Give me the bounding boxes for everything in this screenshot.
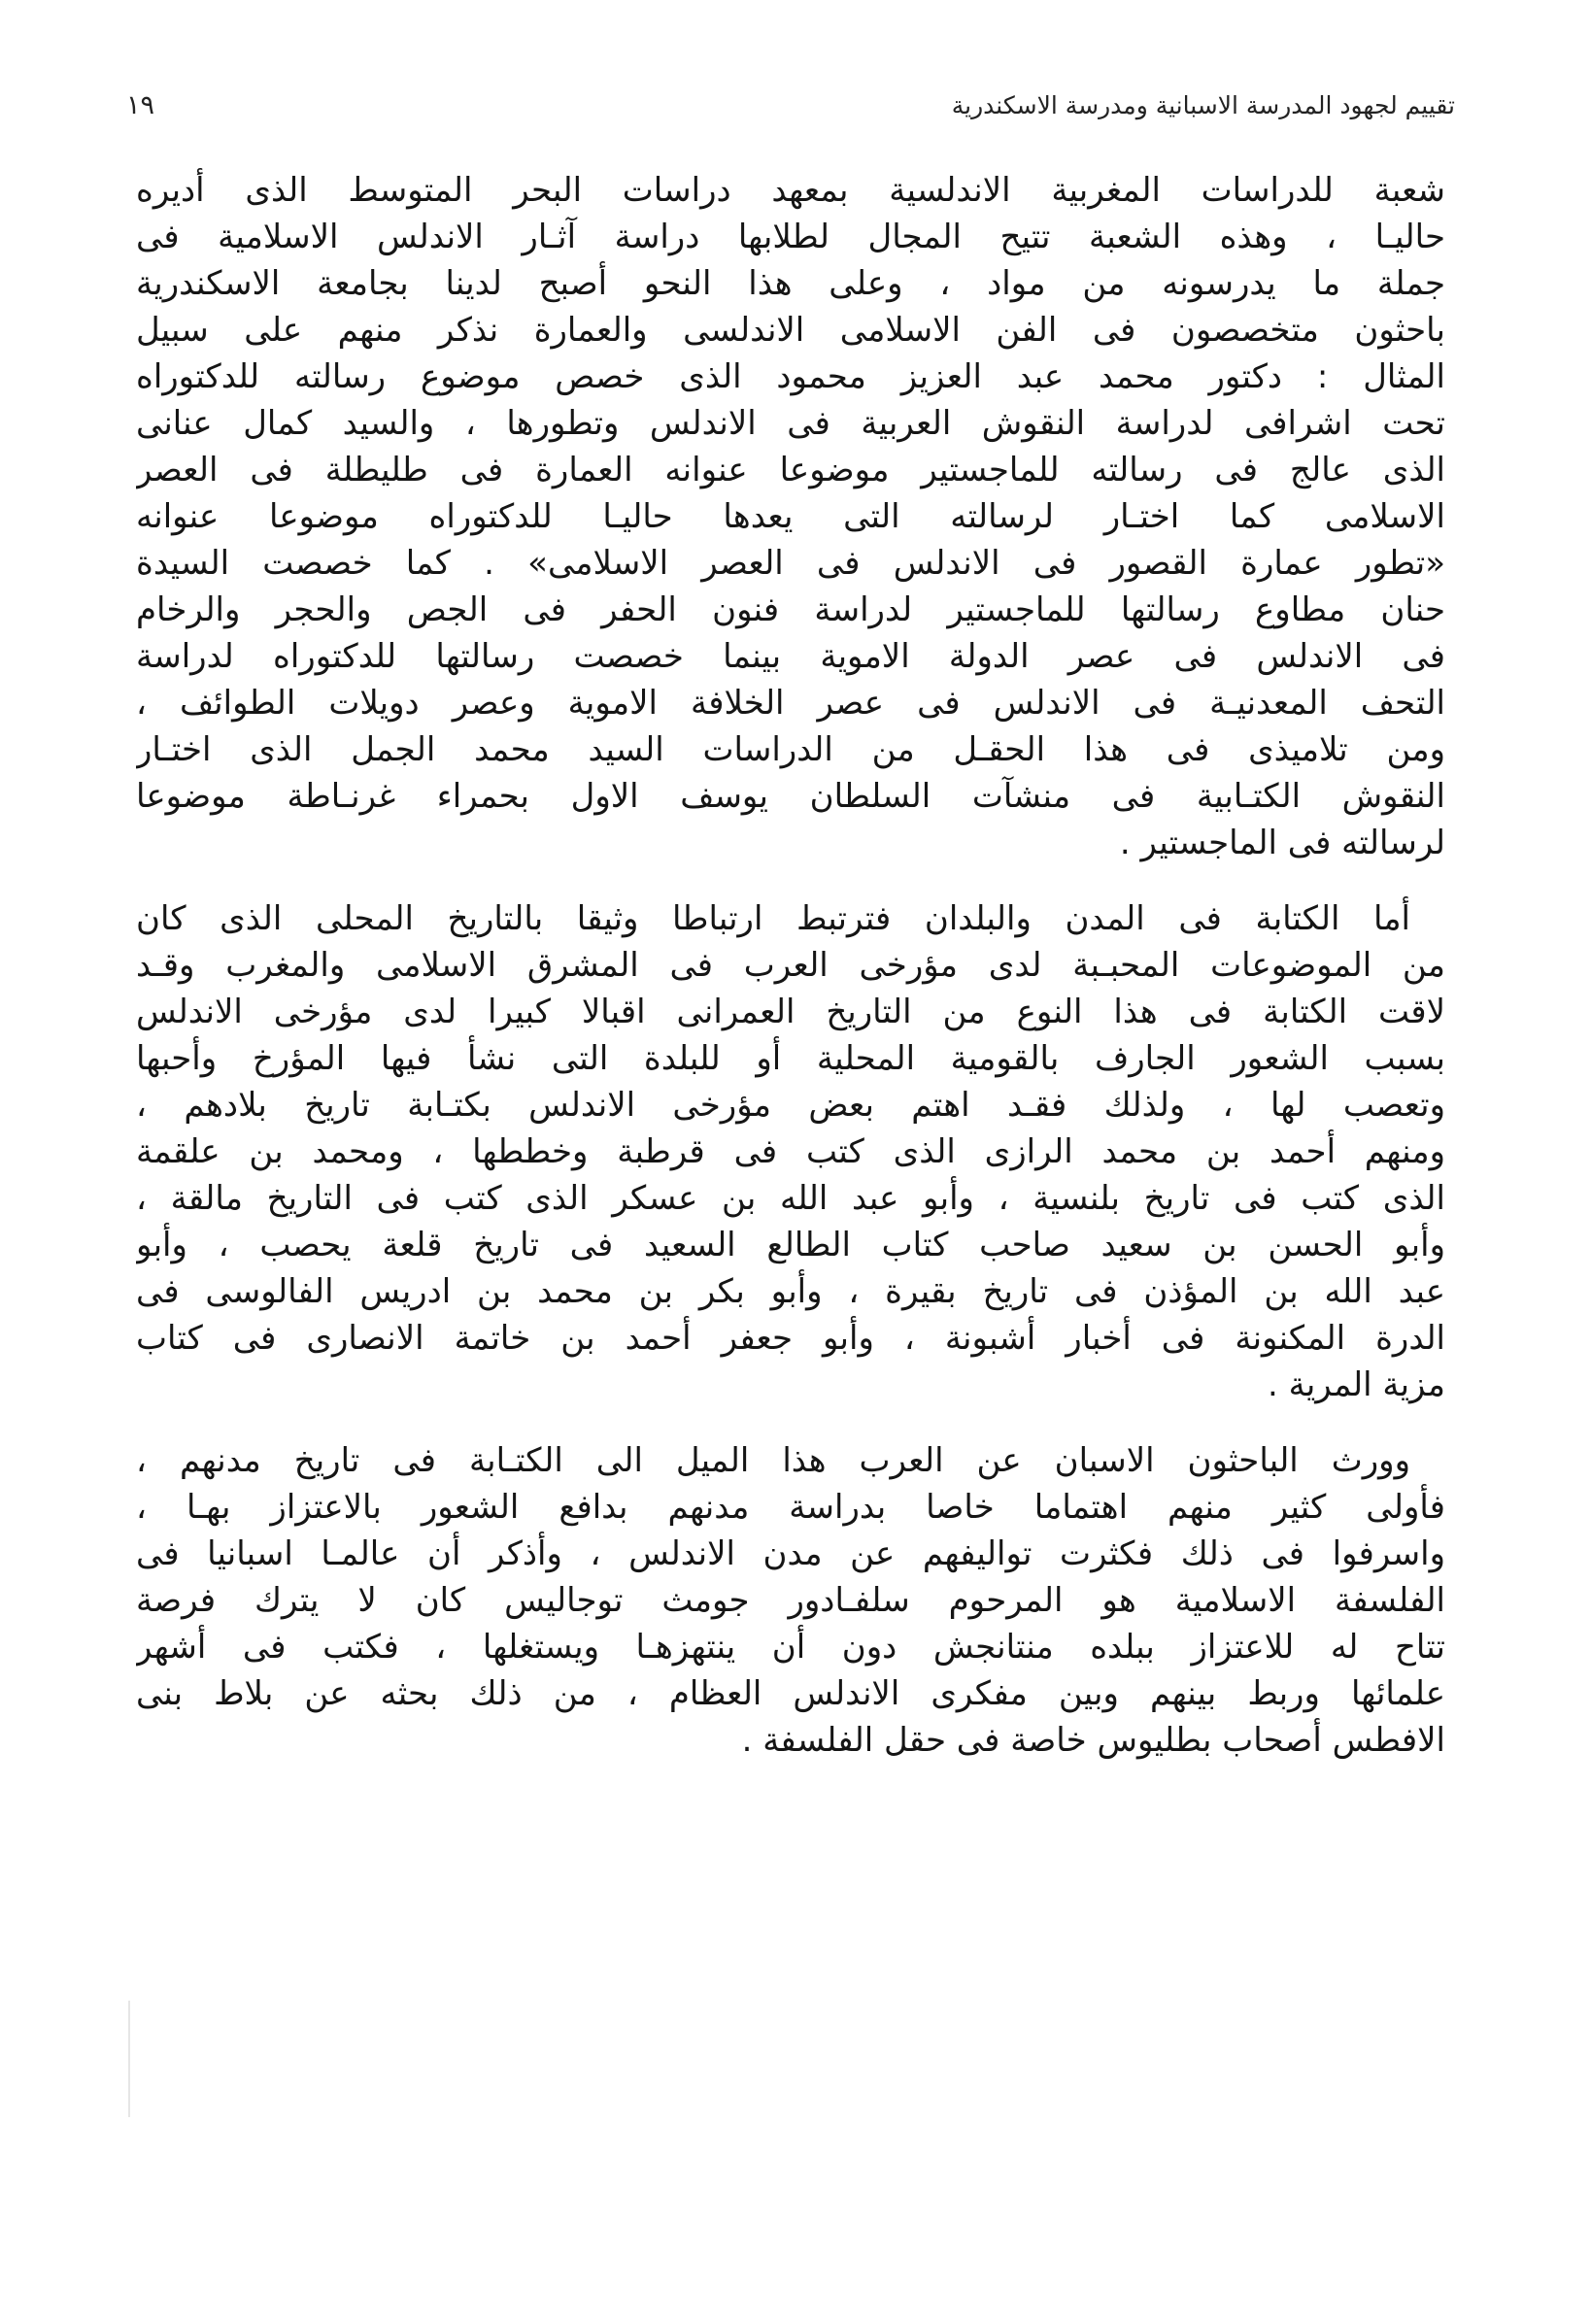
text-line: النقوش الكتـابية فى منشآت السلطان يوسف الاول بحمراء غرنـاطة موضوعا xyxy=(136,777,1445,816)
text-line: من الموضوعات المحبـبة لدى مؤرخى العرب فى المشرق الاسلامى والمغرب وقـد xyxy=(136,946,1445,985)
text-line: مزية المرية . xyxy=(1268,1365,1445,1404)
text-line: الدرة المكنونة فى أخبار أشبونة ، وأبو جعفر أحمد بن خاتمة الانصارى فى كتاب xyxy=(136,1319,1445,1358)
text-line: «تطور عمارة القصور فى الاندلس فى العصر الاسلامى» . كما خصصت السيدة xyxy=(136,544,1445,583)
text-line: شعبة للدراسات المغربية الاندلسية بمعهد دراسات البحر المتوسط الذى أديره xyxy=(136,171,1445,210)
text-line: الاسلامى كما اختـار لرسالته التى يعدها حاليـا للدكتوراه موضوعا عنوانه xyxy=(136,497,1445,536)
page-number: ١٩ xyxy=(126,89,155,120)
text-line: حاليـا ، وهذه الشعبة تتيح المجال لطلابها دراسة آثـار الاندلس الاسلامية فى xyxy=(136,218,1445,256)
text-line: تحت اشرافى لدراسة النقوش العربية فى الاندلس وتطورها ، والسيد كمال عنانى xyxy=(136,404,1445,443)
paragraph-2 xyxy=(136,895,1445,1408)
text-line: الفلسفة الاسلامية هو المرحوم سلفـادور جومث توجاليس كان لا يترك فرصة xyxy=(136,1581,1445,1620)
text-line: فأولى كثير منهم اهتماما خاصا بدراسة مدنهم بدافع الشعور بالاعتزاز بهـا ، xyxy=(136,1488,1445,1527)
text-line: لاقت الكتابة فى هذا النوع من التاريخ العمرانى اقبالا كبيرا لدى مؤرخى الاندلس xyxy=(136,993,1445,1031)
text-line: واسرفوا فى ذلك فكثرت تواليفهم عن مدن الاندلس ، وأذكر أن عالمـا اسبانيا فى xyxy=(136,1534,1445,1573)
text-line: فى الاندلس فى عصر الدولة الاموية بينما خصصت رسالتها للدكتوراه لدراسة xyxy=(136,637,1445,676)
text-line: ومنهم أحمد بن محمد الرازى الذى كتب فى قرطبة وخططها ، ومحمد بن علقمة xyxy=(136,1132,1445,1171)
text-line: الذى عالج فى رسالته للماجستير موضوعا عنوانه العمارة فى طليطلة فى العصر xyxy=(136,451,1445,489)
text-line: الذى كتب فى تاريخ بلنسية ، وأبو عبد الله بن عسكر الذى كتب فى التاريخ مالقة ، xyxy=(136,1179,1445,1218)
text-line: الافطس أصحاب بطليوس خاصة فى حقل الفلسفة . xyxy=(741,1721,1445,1760)
text-line: باحثون متخصصون فى الفن الاسلامى الاندلسى والعمارة نذكر منهم على سبيل xyxy=(136,311,1445,350)
text-line: أما الكتابة فى المدن والبلدان فترتبط ارتباطا وثيقا بالتاريخ المحلى الذى كان xyxy=(136,899,1410,938)
text-line: جملة ما يدرسونه من مواد ، وعلى هذا النحو أصبح لدينا بجامعة الاسكندرية xyxy=(136,264,1445,303)
paragraph-gap xyxy=(136,1408,1445,1437)
body-text xyxy=(136,167,1445,1764)
text-line: بسبب الشعور الجارف بالقومية المحلية أو للبلدة التى نشأ فيها المؤرخ وأحبها xyxy=(136,1039,1445,1078)
text-line: وتعصب لها ، ولذلك فقـد اهتم بعض مؤرخى الاندلس بكتـابة تاريخ بلادهم ، xyxy=(136,1086,1445,1125)
running-header xyxy=(126,85,1455,124)
text-line: التحف المعدنيـة فى الاندلس فى عصر الخلافة الاموية وعصر دويلات الطوائف ، xyxy=(136,684,1445,723)
paragraph-3 xyxy=(136,1437,1445,1764)
paragraph-gap xyxy=(136,866,1445,895)
text-line: وورث الباحثون الاسبان عن العرب هذا الميل الى الكتـابة فى تاريخ مدنهم ، xyxy=(136,1441,1410,1480)
text-line: لرسالته فى الماجستير . xyxy=(1119,824,1445,862)
text-line: وأبو الحسن بن سعيد صاحب كتاب الطالع السعيد فى تاريخ قلعة يحصب ، وأبو xyxy=(136,1226,1445,1264)
text-line: ومن تلاميذى فى هذا الحقـل من الدراسات السيد محمد الجمل الذى اختـار xyxy=(136,730,1445,769)
text-line: عبد الله بن المؤذن فى تاريخ بقيرة ، وأبو بكر بن محمد بن ادريس الفالوسى فى xyxy=(136,1272,1445,1311)
text-line: علمائها وربط بينهم وبين مفكرى الاندلس العظام ، من ذلك بحثه عن بلاط بنى xyxy=(136,1674,1445,1713)
scan-margin-mark xyxy=(128,2001,130,2117)
text-line: تتاح له للاعتزاز ببلده منتانجش دون أن ينتهزهـا ويستغلها ، فكتب فى أشهر xyxy=(136,1628,1445,1667)
text-line: المثال : دكتور محمد عبد العزيز محمود الذى خصص موضوع رسالته للدكتوراه xyxy=(136,357,1445,396)
text-line: حنان مطاوع رسالتها للماجستير لدراسة فنون الحفر فى الجص والحجر والرخام xyxy=(136,590,1445,629)
header-title: تقييم لجهود المدرسة الاسبانية ومدرسة الاسكندرية xyxy=(951,90,1455,119)
paragraph-1 xyxy=(136,167,1445,866)
